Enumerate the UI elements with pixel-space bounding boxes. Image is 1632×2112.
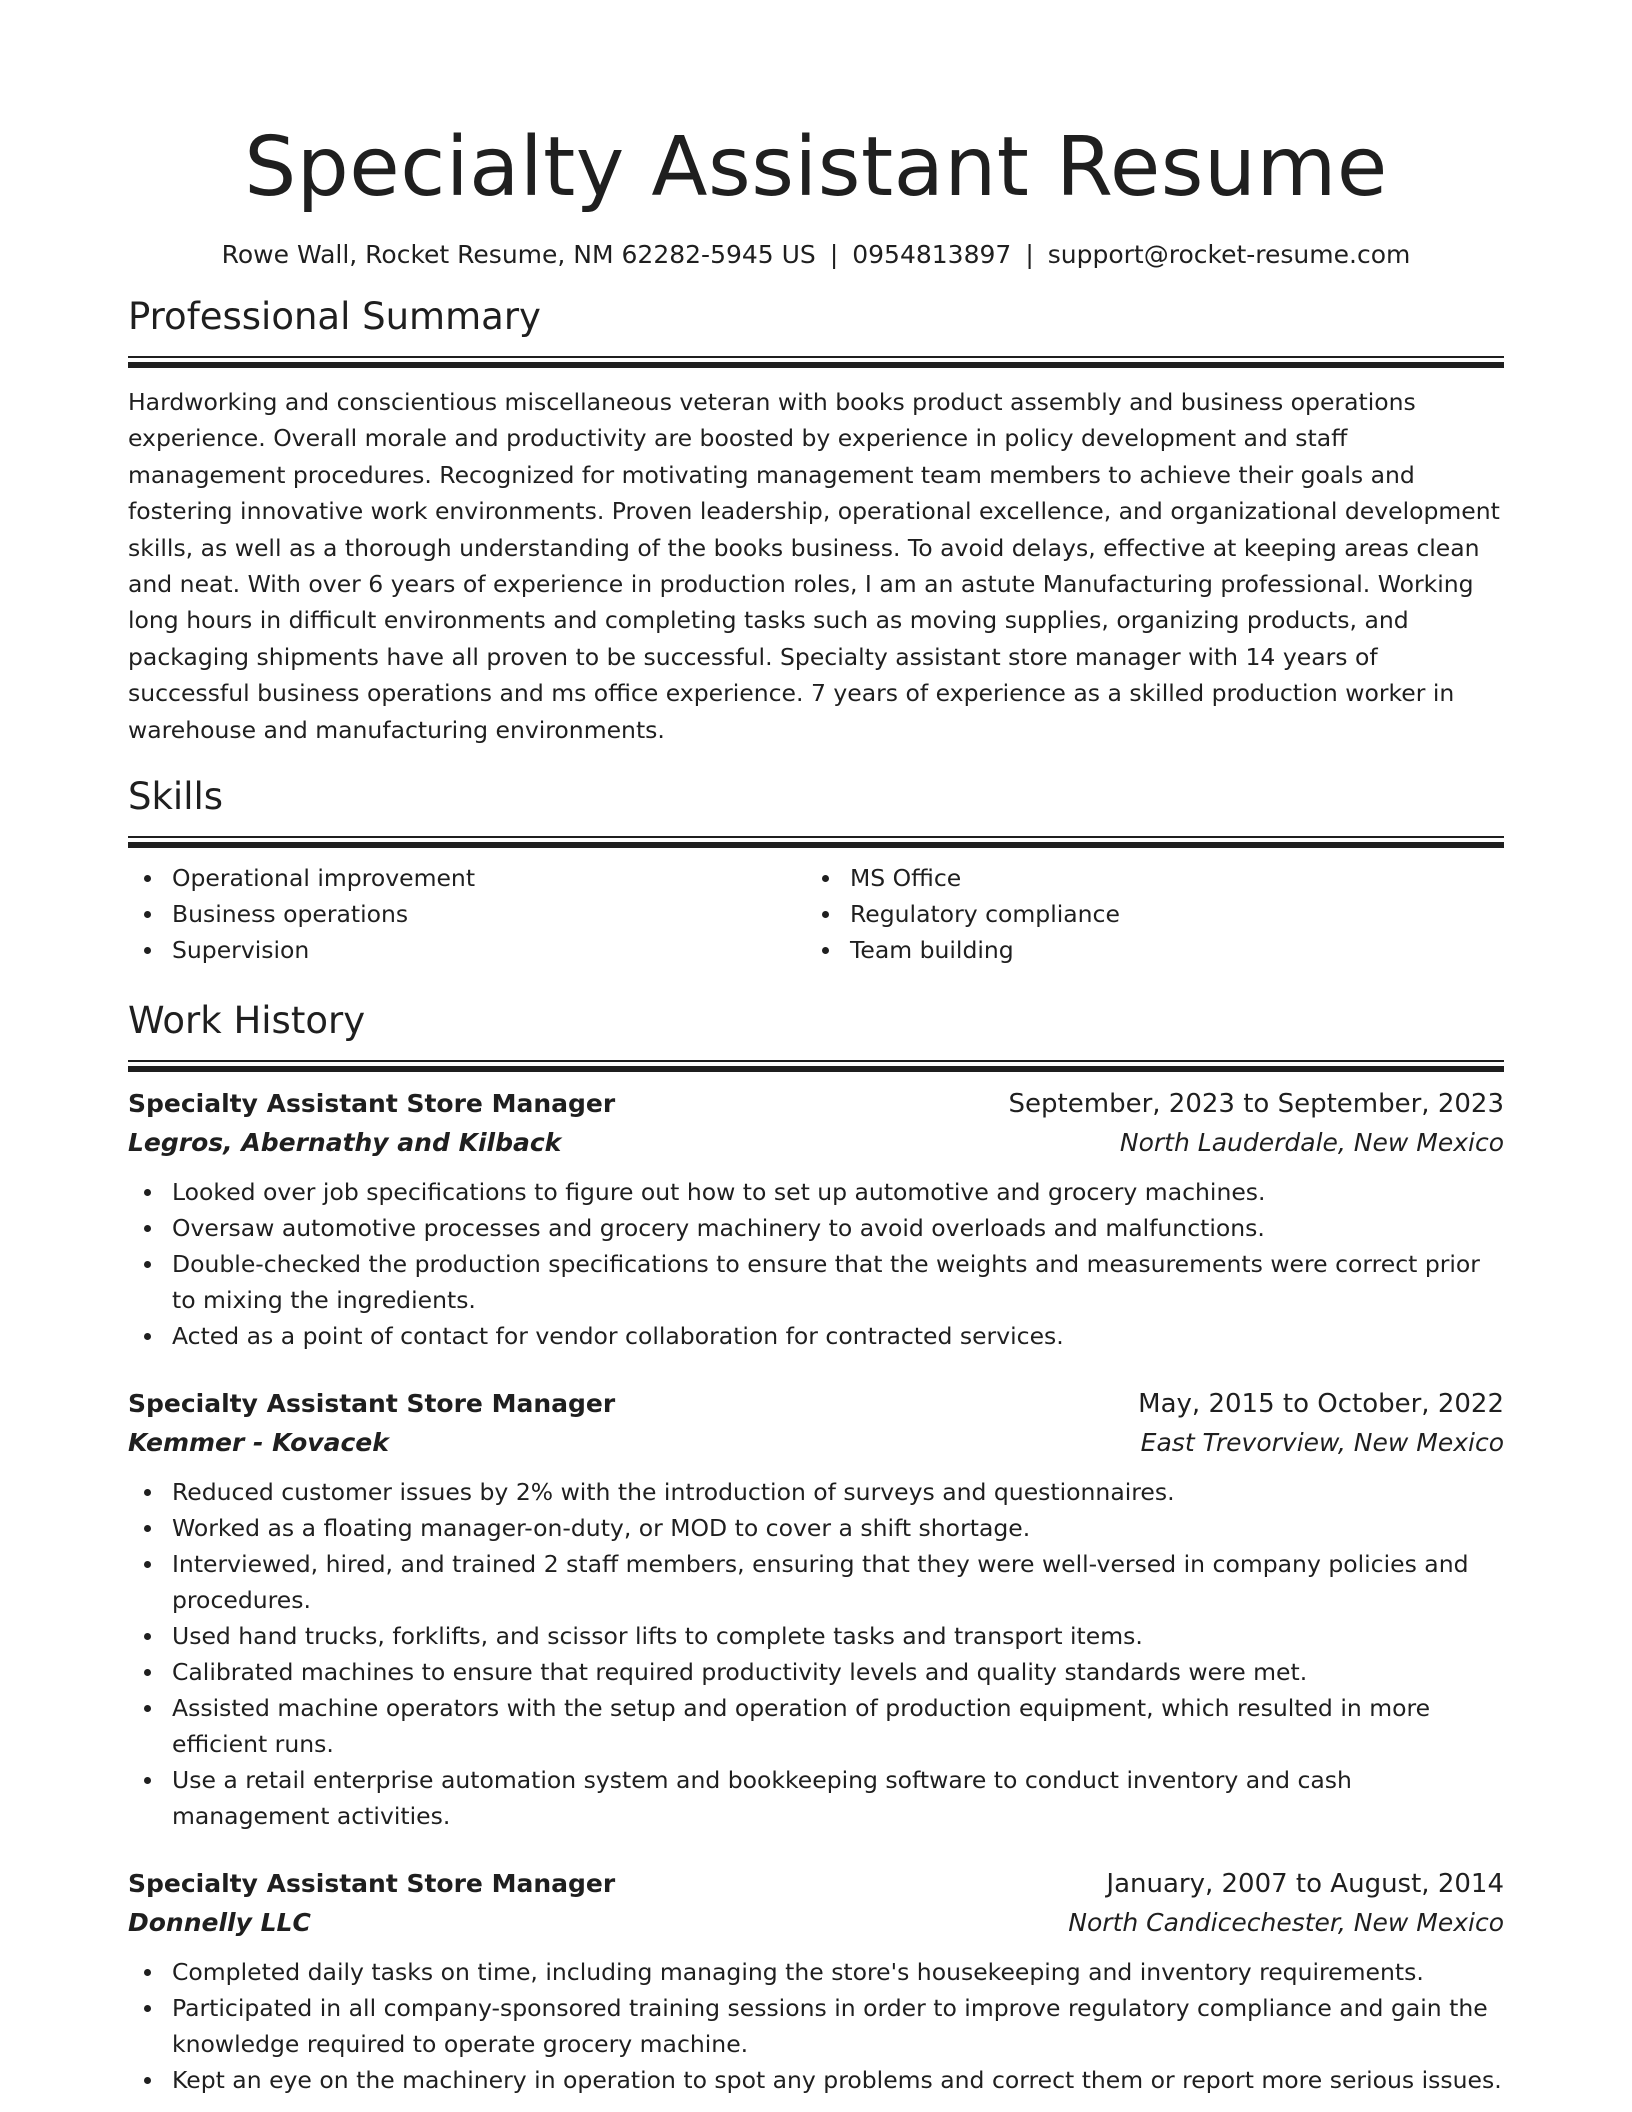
skills-list-left	[128, 860, 806, 968]
section-title-summary: Professional Summary	[128, 295, 541, 338]
job-bullet: Acted as a point of contact for vendor collaboration for contracted services.	[128, 1318, 1504, 1354]
job-bullet: Completed daily tasks on time, including managing the store's housekeeping and inventory requirements.	[128, 1954, 1504, 1990]
job-header	[128, 1864, 1504, 1904]
contact-line	[128, 238, 1504, 272]
summary-section	[128, 294, 1504, 748]
job-bullet: Worked as a floating manager-on-duty, or MOD to cover a shift shortage.	[128, 1510, 1504, 1546]
job-company: Legros, Abernathy and Kilback	[128, 1128, 562, 1158]
job-subheader	[128, 1124, 1504, 1162]
skill-item: MS Office	[806, 860, 1504, 896]
job-bullet: Calibrated machines to ensure that required productivity levels and quality standards were met.	[128, 1654, 1504, 1690]
job-location: North Lauderdale, New Mexico	[1119, 1128, 1504, 1158]
skill-item: Operational improvement	[128, 860, 806, 896]
job-subheader	[128, 1904, 1504, 1942]
job-title: Specialty Assistant Store Manager	[128, 1869, 616, 1899]
contact-separator: |	[1025, 240, 1034, 269]
job-bullet: Participated in all company-sponsored training sessions in order to improve regulatory compliance and gain the knowledge required to operate grocery machine.	[128, 1990, 1504, 2062]
section-divider	[128, 836, 1504, 846]
job-header	[128, 1084, 1504, 1124]
skill-item: Team building	[806, 932, 1504, 968]
job-bullet: Kept an eye on the machinery in operation to spot any problems and correct them or report more serious issues.	[128, 2062, 1504, 2098]
skill-item: Business operations	[128, 896, 806, 932]
job-bullet: Reduced customer issues by 2% with the introduction of surveys and questionnaires.	[128, 1474, 1504, 1510]
contact-email: support@rocket-resume.com	[1047, 240, 1411, 269]
job-dates: January, 2007 to August, 2014	[1106, 1869, 1504, 1900]
work-section	[128, 998, 1504, 2098]
section-title-work: Work History	[128, 999, 366, 1043]
skill-item: Supervision	[128, 932, 806, 968]
resume-page	[128, 0, 1504, 2098]
job-dates: September, 2023 to September, 2023	[1008, 1089, 1504, 1120]
job-bullet: Interviewed, hired, and trained 2 staff members, ensuring that they were well-versed in company policies and procedures.	[128, 1546, 1504, 1618]
job-entry	[128, 1384, 1504, 1834]
job-location: North Candicechester, New Mexico	[1068, 1908, 1504, 1938]
skills-section	[128, 774, 1504, 968]
skills-grid	[128, 860, 1504, 968]
job-dates: May, 2015 to October, 2022	[1138, 1389, 1504, 1420]
skills-list-right	[806, 860, 1504, 968]
contact-address: Rowe Wall, Rocket Resume, NM 62282-5945 US	[221, 240, 816, 269]
job-title: Specialty Assistant Store Manager	[128, 1389, 616, 1419]
job-location: East Trevorview, New Mexico	[1140, 1428, 1504, 1458]
job-bullets	[128, 1954, 1504, 2098]
job-header	[128, 1384, 1504, 1424]
resume-title: Specialty Assistant Resume	[244, 120, 1388, 215]
job-bullet: Assisted machine operators with the setup and operation of production equipment, which resulted in more efficient runs.	[128, 1690, 1504, 1762]
section-divider	[128, 356, 1504, 366]
job-bullets	[128, 1174, 1504, 1354]
contact-separator: |	[829, 240, 839, 269]
job-bullet: Looked over job specifications to figure out how to set up automotive and grocery machines.	[128, 1174, 1504, 1210]
section-title-skills: Skills	[128, 775, 224, 819]
job-bullet: Use a retail enterprise automation system and bookkeeping software to conduct inventory and cash management activities.	[128, 1762, 1504, 1834]
job-bullet: Used hand trucks, forklifts, and scissor lifts to complete tasks and transport items.	[128, 1618, 1504, 1654]
section-divider	[128, 1060, 1504, 1070]
job-company: Kemmer - Kovacek	[128, 1428, 389, 1458]
summary-text: Hardworking and conscientious miscellaneous veteran with books product assembly and business operations experience. Overall morale and productivity are boosted by experience in policy development and staff management procedures. Recognized for motivating management team members to achieve their goals and fostering innovative work environments. Proven leadership, operational excellence, and organizational development skills, as well as a thorough understanding of the books business. To avoid delays, effective at keeping areas clean and neat. With over 6 years of experience in production roles, I am an astute Manufacturing professional. Working long hours in difficult environments and completing tasks such as moving supplies, organizing products, and packaging shipments have all proven to be successful. Specialty assistant store manager with 14 years of successful business operations and ms office experience. 7 years of experience as a skilled production worker in warehouse and manufacturing environments.	[128, 388, 1500, 744]
skill-item: Regulatory compliance	[806, 896, 1504, 932]
job-company: Donnelly LLC	[128, 1908, 311, 1938]
job-entry	[128, 1864, 1504, 2098]
job-subheader	[128, 1424, 1504, 1462]
job-entry	[128, 1084, 1504, 1354]
contact-phone: 0954813897	[852, 240, 1012, 269]
job-title: Specialty Assistant Store Manager	[128, 1089, 616, 1119]
job-bullet: Double-checked the production specifications to ensure that the weights and measurements were correct prior to mixing the ingredients.	[128, 1246, 1504, 1318]
job-bullet: Oversaw automotive processes and grocery machinery to avoid overloads and malfunctions.	[128, 1210, 1504, 1246]
job-bullets	[128, 1474, 1504, 1834]
